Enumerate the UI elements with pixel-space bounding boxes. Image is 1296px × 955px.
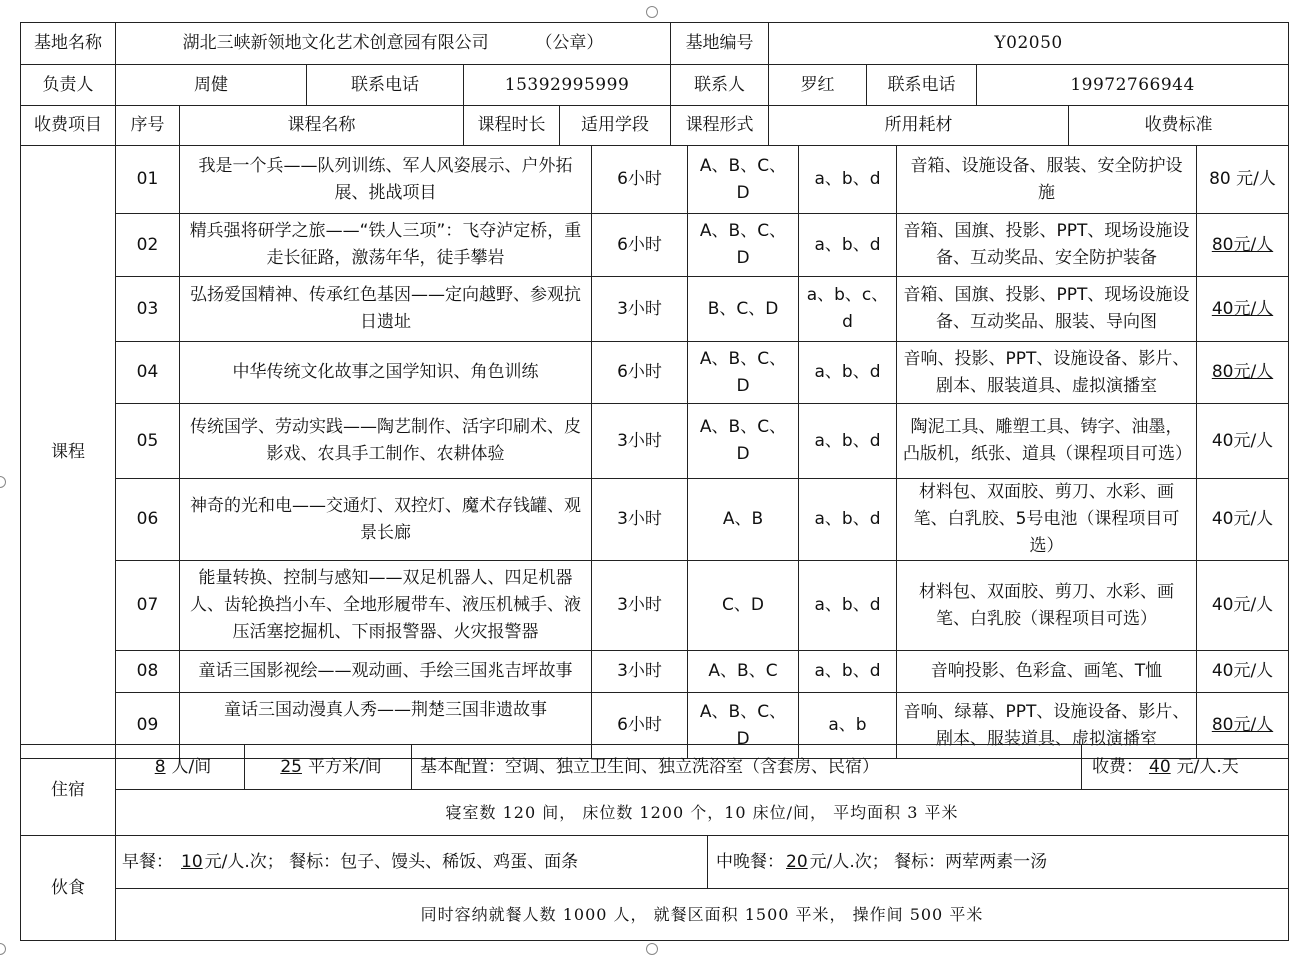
course-rows-table	[20, 145, 1289, 759]
course-stage[interactable]: A、B	[688, 479, 799, 561]
course-fee[interactable]: 40元/人	[1197, 277, 1289, 342]
course-name[interactable]: 传统国学、劳动实践——陶艺制作、活字印刷术、皮影戏、农具手工制作、农耕体验	[180, 404, 592, 479]
header-form: 课程形式	[671, 106, 769, 146]
lodging-people-unit: 人/间	[171, 756, 212, 777]
course-name[interactable]: 我是一个兵——队列训练、军人风姿展示、户外拓展、挑战项目	[180, 146, 592, 214]
lodging-area-cell[interactable]	[245, 745, 412, 789]
course-duration[interactable]: 3小时	[592, 404, 688, 479]
course-name[interactable]: 神奇的光和电——交通灯、双控灯、魔术存钱罐、观景长廊	[180, 479, 592, 561]
course-form[interactable]: a、b、d	[799, 479, 897, 561]
course-materials[interactable]: 材料包、双面胶、剪刀、水彩、画笔、白乳胶（课程项目可选）	[897, 561, 1197, 651]
header-fee: 收费标准	[1069, 106, 1289, 146]
lodging-label: 住宿	[21, 745, 116, 836]
course-materials[interactable]: 音响、投影、PPT、设施设备、影片、剧本、服装道具、虚拟演播室	[897, 342, 1197, 404]
dining-summary[interactable]: 同时容纳就餐人数 1000 人， 就餐区面积 1500 平米， 操作间 500 平米	[116, 889, 1289, 941]
course-form[interactable]: a、b、d	[799, 561, 897, 651]
course-stage[interactable]: C、D	[688, 561, 799, 651]
course-no: 09	[116, 693, 180, 759]
course-row	[21, 561, 1289, 651]
course-duration[interactable]: 6小时	[592, 214, 688, 277]
course-materials[interactable]: 音箱、国旗、投影、PPT、现场设施设备、互动奖品、服装、导向图	[897, 277, 1197, 342]
breakfast-value: 10	[181, 851, 203, 872]
course-row	[21, 214, 1289, 277]
column-header-row	[21, 106, 1289, 146]
header-no: 序号	[116, 106, 180, 146]
course-duration[interactable]: 6小时	[592, 146, 688, 214]
course-fee[interactable]: 80元/人	[1197, 214, 1289, 277]
header-stage: 适用学段	[560, 106, 671, 146]
lodging-fee-cell[interactable]	[1082, 745, 1288, 789]
course-name[interactable]: 能量转换、控制与感知——双足机器人、四足机器人、齿轮换挡小车、全地形履带车、液压机械手、液压活塞挖掘机、下雨报警器、火灾报警器	[180, 561, 592, 651]
course-no: 08	[116, 651, 180, 693]
course-name[interactable]: 童话三国影视绘——观动画、手绘三国兆吉坪故事	[180, 651, 592, 693]
course-no: 03	[116, 277, 180, 342]
course-no: 01	[116, 146, 180, 214]
course-fee[interactable]: 40元/人	[1197, 561, 1289, 651]
course-no: 04	[116, 342, 180, 404]
owner-label: 负责人	[21, 65, 116, 106]
owner-value[interactable]: 周健	[116, 65, 307, 106]
course-duration[interactable]: 6小时	[592, 342, 688, 404]
course-name[interactable]: 童话三国动漫真人秀——荆楚三国非遗故事	[180, 693, 592, 759]
course-row	[21, 277, 1289, 342]
header-materials: 所用耗材	[769, 106, 1069, 146]
course-form[interactable]: a、b、d	[799, 146, 897, 214]
header-duration: 课程时长	[464, 106, 560, 146]
lodging-fee-label: 收费：	[1092, 756, 1143, 777]
course-stage[interactable]: A、B、C	[688, 651, 799, 693]
course-materials[interactable]: 音响、绿幕、PPT、设施设备、影片、剧本、服装道具、虚拟演播室	[897, 693, 1197, 759]
header-fee-item: 收费项目	[21, 106, 116, 146]
base-name-cell[interactable]	[116, 23, 671, 65]
lodging-detail-cell	[116, 745, 1289, 790]
course-no: 02	[116, 214, 180, 277]
course-no: 06	[116, 479, 180, 561]
lunch-cell[interactable]	[708, 836, 1288, 888]
lunch-label: 中晚餐：	[716, 851, 784, 872]
course-stage[interactable]: B、C、D	[688, 277, 799, 342]
contact-value[interactable]: 罗红	[769, 65, 867, 106]
phone-label-2: 联系电话	[867, 65, 977, 106]
course-materials[interactable]: 音箱、设施设备、服装、安全防护设施	[897, 146, 1197, 214]
course-name[interactable]: 精兵强将研学之旅——“铁人三项”：飞夺泸定桥，重走长征路，激荡年华，徒手攀岩	[180, 214, 592, 277]
lodging-row-2	[21, 790, 1289, 836]
resize-handle-left[interactable]	[0, 476, 6, 488]
course-duration[interactable]: 3小时	[592, 651, 688, 693]
course-duration[interactable]: 3小时	[592, 561, 688, 651]
resize-handle-bottom[interactable]	[646, 943, 658, 955]
course-row	[21, 404, 1289, 479]
base-code-value[interactable]: Y02050	[769, 23, 1289, 65]
contacts-row	[21, 65, 1289, 106]
course-row	[21, 146, 1289, 214]
course-row	[21, 342, 1289, 404]
course-duration[interactable]: 6小时	[592, 693, 688, 759]
resize-handle-top[interactable]	[646, 6, 658, 18]
course-duration[interactable]: 3小时	[592, 479, 688, 561]
dining-row-1	[21, 836, 1289, 889]
course-form[interactable]: a、b、d	[799, 342, 897, 404]
lodging-people-value: 8	[154, 756, 166, 777]
lodging-people-cell[interactable]	[116, 745, 245, 789]
contact-label: 联系人	[671, 65, 769, 106]
course-materials[interactable]: 音响投影、色彩盒、画笔、T恤	[897, 651, 1197, 693]
base-name-label: 基地名称	[21, 23, 116, 65]
lodging-detail-row	[116, 745, 1288, 789]
base-name-row	[21, 23, 1289, 65]
course-stage[interactable]: A、B、C、D	[688, 342, 799, 404]
lunch-unit: 元/人.次； 餐标：两荤两素一汤	[809, 851, 1048, 872]
course-row	[21, 651, 1289, 693]
dining-row-2	[21, 889, 1289, 941]
breakfast-label: 早餐：	[122, 851, 173, 872]
course-fee[interactable]: 40元/人	[1197, 479, 1289, 561]
course-fee[interactable]: 40元/人	[1197, 404, 1289, 479]
phone-value-1[interactable]: 15392995999	[464, 65, 671, 106]
course-no: 05	[116, 404, 180, 479]
base-name-value: 湖北三峡新领地文化艺术创意园有限公司	[182, 33, 489, 53]
lodging-summary[interactable]: 寝室数 120 间， 床位数 1200 个，10 床位/间， 平均面积 3 平米	[116, 790, 1289, 836]
course-name[interactable]: 弘扬爱国精神、传承红色基因——定向越野、参观抗日遗址	[180, 277, 592, 342]
lunch-value: 20	[786, 851, 808, 872]
dining-label: 伙食	[21, 836, 116, 941]
lodging-row-1	[21, 745, 1289, 790]
phone-value-2[interactable]: 19972766944	[977, 65, 1289, 106]
course-stage[interactable]: A、B、C、D	[688, 693, 799, 759]
course-form[interactable]: a、b、d	[799, 404, 897, 479]
course-stage[interactable]: A、B、C、D	[688, 146, 799, 214]
lodging-dining-table	[20, 744, 1289, 941]
course-form[interactable]: a、b、d	[799, 214, 897, 277]
lodging-config-cell[interactable]	[412, 745, 1082, 789]
course-stage[interactable]: A、B、C、D	[688, 214, 799, 277]
dining-meals-row	[116, 836, 1288, 888]
lodging-fee-value: 40	[1149, 756, 1171, 777]
breakfast-unit: 元/人.次； 餐标：包子、馒头、稀饭、鸡蛋、面条	[204, 851, 579, 872]
lodging-config: 基本配置：空调、独立卫生间、独立洗浴室（含套房、民宿）	[420, 756, 879, 777]
course-no: 07	[116, 561, 180, 651]
resize-handle-bottom-left[interactable]	[0, 943, 6, 955]
course-stage[interactable]: A、B、C、D	[688, 404, 799, 479]
course-section-label: 课程	[21, 146, 116, 759]
breakfast-cell[interactable]	[116, 836, 708, 888]
base-code-label: 基地编号	[671, 23, 769, 65]
course-form[interactable]: a、b、d	[799, 651, 897, 693]
course-form[interactable]: a、b、c、d	[799, 277, 897, 342]
course-fee[interactable]: 40元/人	[1197, 651, 1289, 693]
course-materials[interactable]: 陶泥工具、雕塑工具、铸字、油墨，凸版机，纸张、道具（课程项目可选）	[897, 404, 1197, 479]
course-fee[interactable]: 80元/人	[1197, 693, 1289, 759]
course-materials[interactable]: 音箱、国旗、投影、PPT、现场设施设备、互动奖品、安全防护装备	[897, 214, 1197, 277]
dining-meals-cell	[116, 836, 1289, 889]
phone-label-1: 联系电话	[307, 65, 464, 106]
course-duration[interactable]: 3小时	[592, 277, 688, 342]
lodging-area-unit: 平方米/间	[307, 756, 382, 777]
course-materials[interactable]: 材料包、双面胶、剪刀、水彩、画笔、白乳胶、5号电池（课程项目可选）	[897, 479, 1197, 561]
course-fee[interactable]: 80 元/人	[1197, 146, 1289, 214]
course-fee[interactable]: 80元/人	[1197, 342, 1289, 404]
seal-text: （公章）	[535, 33, 604, 53]
course-name[interactable]: 中华传统文化故事之国学知识、角色训练	[180, 342, 592, 404]
lodging-area-value: 25	[280, 756, 302, 777]
course-form[interactable]: a、b	[799, 693, 897, 759]
course-fee-table	[20, 22, 1289, 146]
header-course-name: 课程名称	[180, 106, 464, 146]
course-row	[21, 479, 1289, 561]
lodging-fee-unit: 元/人.天	[1176, 756, 1239, 777]
